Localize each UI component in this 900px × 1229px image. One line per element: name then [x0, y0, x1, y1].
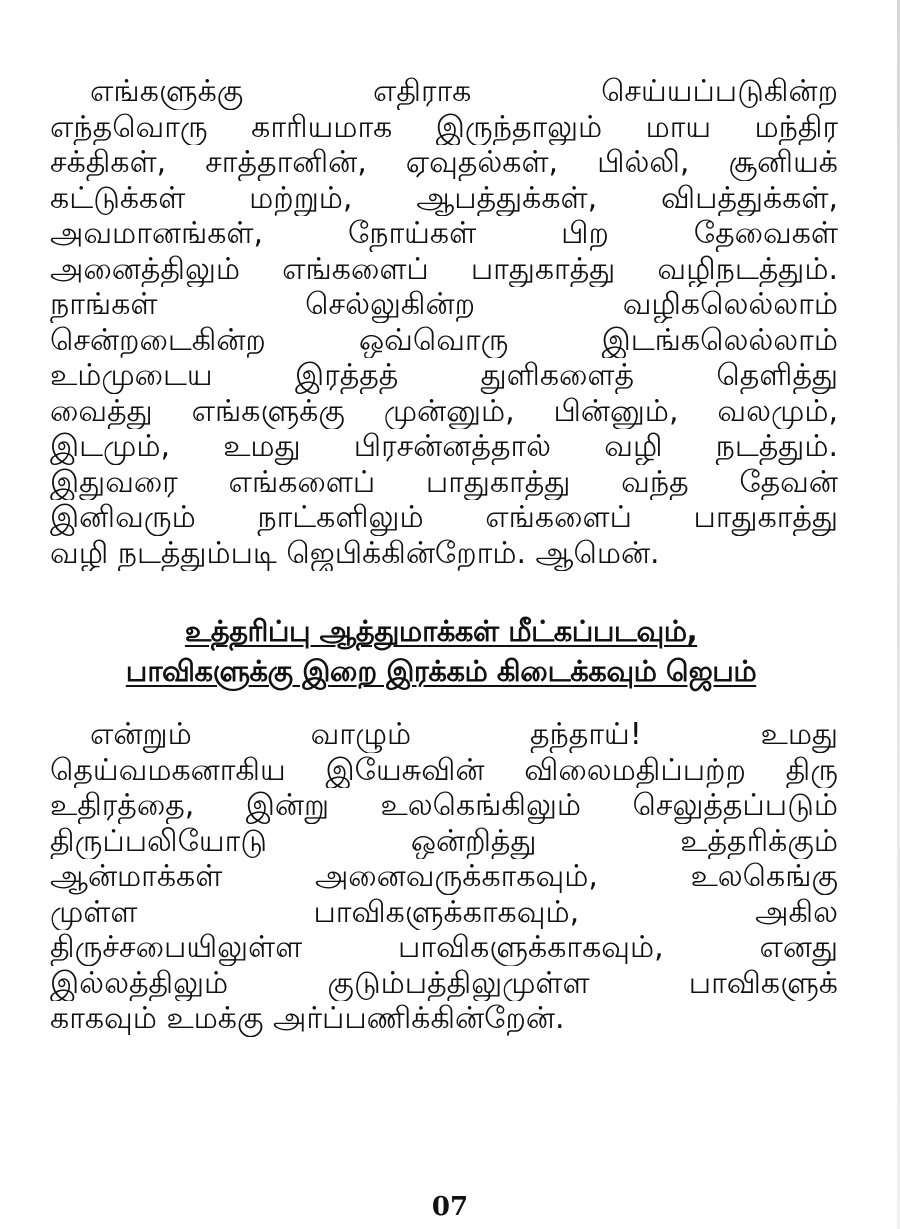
text-line: முள்ள பாவிகளுக்காகவும், அகில — [50, 894, 838, 930]
text-line: எந்தவொரு காரியமாக இருந்தாலும் மாய மந்திர — [50, 109, 838, 145]
text-line: வைத்து எங்களுக்கு முன்னும், பின்னும், வலமும், — [50, 393, 838, 429]
prayer-paragraph-souls — [50, 717, 838, 1037]
text-line: உம்முடைய இரத்தத் துளிகளைத் தெளித்து — [50, 358, 838, 393]
text-line: சக்திகள், சாத்தானின், ஏவுதல்கள், பில்லி, சூனியக் — [50, 145, 838, 180]
text-line: ஆன்மாக்கள் அனைவருக்காகவும், உலகெங்கு — [50, 859, 838, 894]
text-line: நாங்கள் செல்லுகின்ற வழிகலெல்லாம் — [50, 287, 838, 322]
text-line: இடமும், உமது பிரசன்னத்தால் வழி நடத்தும். — [50, 429, 838, 464]
text-line: வழி நடத்தும்படி ஜெபிக்கின்றோம். ஆமென். — [50, 535, 660, 571]
text-line: உதிரத்தை, இன்று உலகெங்கிலும் செலுத்தப்படும் — [50, 788, 838, 823]
text-line: கட்டுக்கள் மற்றும், ஆபத்துக்கள், விபத்துக்கள், — [50, 180, 838, 216]
heading-line-2: பாவிகளுக்கு இறை இரக்கம் கிடைக்கவும் ஜெபம் — [125, 654, 757, 688]
text-line: இல்லத்திலும் குடும்பத்திலுமுள்ள பாவிகளுக் — [50, 965, 838, 1001]
page-number: 07 — [431, 1192, 469, 1222]
text-line: இதுவரை எங்களைப் பாதுகாத்து வந்த தேவன் — [50, 464, 838, 500]
text-line: அனைத்திலும் எங்களைப் பாதுகாத்து வழிநடத்தும். — [50, 251, 838, 287]
text-line: அவமானங்கள், நோய்கள் பிற தேவைகள் — [50, 216, 838, 251]
heading-line-1: உத்தரிப்பு ஆத்துமாக்கள் மீட்கப்படவும், — [184, 614, 698, 648]
prayer-paragraph-protection — [50, 74, 838, 571]
text-line: சென்றடைகின்ற ஒவ்வொரு இடங்கலெல்லாம் — [50, 322, 838, 358]
text-line: என்றும் வாழும் தந்தாய்! உமது — [90, 717, 838, 752]
text-line: தெய்வமகனாகிய இயேசுவின் விலைமதிப்பற்ற திரு — [50, 752, 838, 788]
section-heading — [44, 611, 838, 691]
text-line: திருப்பலியோடு ஒன்றித்து உத்தரிக்கும் — [50, 823, 838, 859]
text-line: காகவும் உமக்கு அர்ப்பணிக்கின்றேன். — [50, 1001, 565, 1036]
text-line: இனிவரும் நாட்களிலும் எங்களைப் பாதுகாத்து — [50, 500, 838, 535]
text-line: திருச்சபையிலுள்ள பாவிகளுக்காகவும், எனது — [50, 930, 838, 965]
text-line: எங்களுக்கு எதிராக செய்யப்படுகின்ற — [90, 74, 838, 109]
